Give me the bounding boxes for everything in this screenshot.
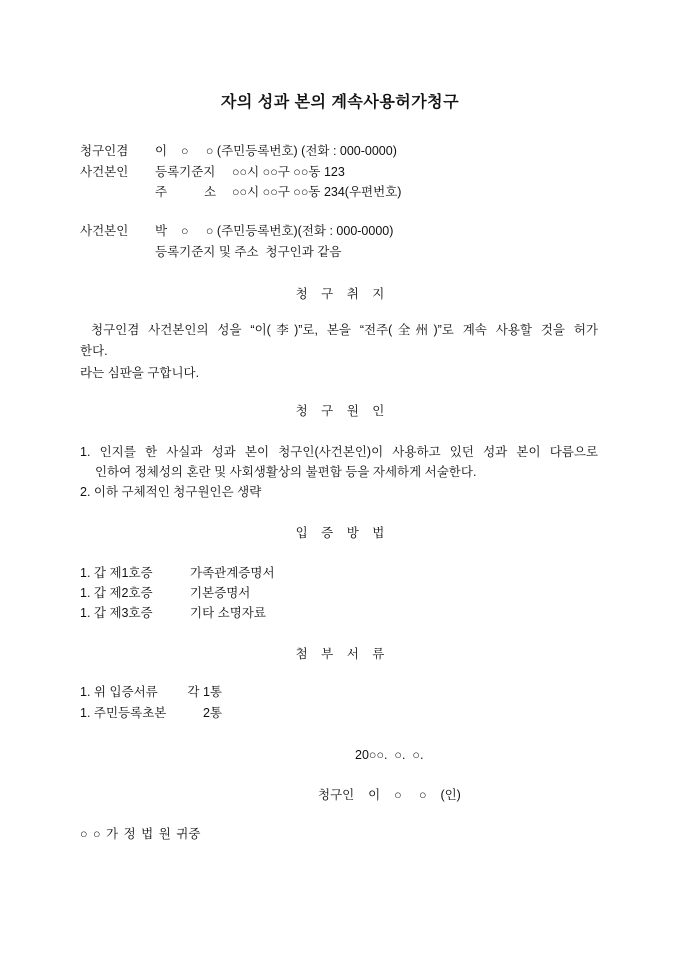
document-title: 자의 성과 본의 계속사용허가청구 [220, 94, 460, 111]
address-label-char-1: 주 [155, 185, 168, 199]
evidence-description: 가족관계증명서 [190, 566, 275, 580]
purpose-line: 라는 심판을 구합니다. [80, 366, 200, 380]
address-label-char-2: 소 [204, 185, 217, 199]
attachment-label: 1. 위 입증서류 [80, 685, 158, 699]
evidence-heading: 입 증 방 법 [295, 526, 385, 540]
attachment-count: 2통 [202, 706, 222, 720]
subject2-info: 박 ○ ○ (주민등록번호)(전화 : 000-0000) [155, 224, 394, 238]
subject-role: 사건본인 [80, 165, 129, 179]
evidence-label: 1. 갑 제1호증 [80, 566, 153, 580]
filing-date: 20○○. ○. ○. [355, 748, 424, 762]
subject2-role: 사건본인 [80, 224, 129, 238]
evidence-description: 기본증명서 [190, 586, 251, 600]
registry-value: ○○시 ○○구 ○○동 123 [232, 165, 345, 179]
evidence-label: 1. 갑 제3호증 [80, 606, 153, 620]
grounds-item-line: 1. 인지를 한 사실과 성과 본이 청구인(사건본인)이 사용하고 있던 성과 본이 다름으로 [80, 445, 598, 459]
address-value: ○○시 ○○구 ○○동 234(우편번호) [232, 185, 402, 199]
evidence-description: 기타 소명자료 [190, 606, 266, 620]
purpose-line: 청구인겸 사건본인의 성을 “이(李)”로, 본을 “전주(全州)”로 계속 사용할 것을 허가 [91, 323, 598, 337]
grounds-item-line: 2. 이하 구체적인 청구원인은 생략 [80, 485, 262, 499]
purpose-heading: 청 구 취 지 [295, 287, 385, 301]
claimant-info: 이 ○ ○ (주민등록번호) (전화 : 000-0000) [155, 144, 397, 158]
purpose-line: 한다. [80, 344, 108, 358]
evidence-label: 1. 갑 제2호증 [80, 586, 153, 600]
attachment-label: 1. 주민등록초본 [80, 706, 167, 720]
registry-label: 등록기준지 [155, 165, 216, 179]
attachments-heading: 첨 부 서 류 [295, 647, 385, 661]
grounds-heading: 청 구 원 인 [295, 404, 385, 418]
subject2-address-note: 등록기준지 및 주소 청구인과 같음 [155, 245, 342, 259]
claimant-role: 청구인겸 [80, 144, 129, 158]
grounds-item-line: 인하여 정체성의 혼란 및 사회생활상의 불편함 등을 자세하게 서술한다. [95, 465, 477, 479]
claimant-signature: 청구인 이 ○ ○ (인) [318, 788, 461, 802]
attachment-count: 각 1통 [187, 685, 222, 699]
court-addressee: ○ ○ 가 정 법 원 귀중 [80, 827, 201, 841]
